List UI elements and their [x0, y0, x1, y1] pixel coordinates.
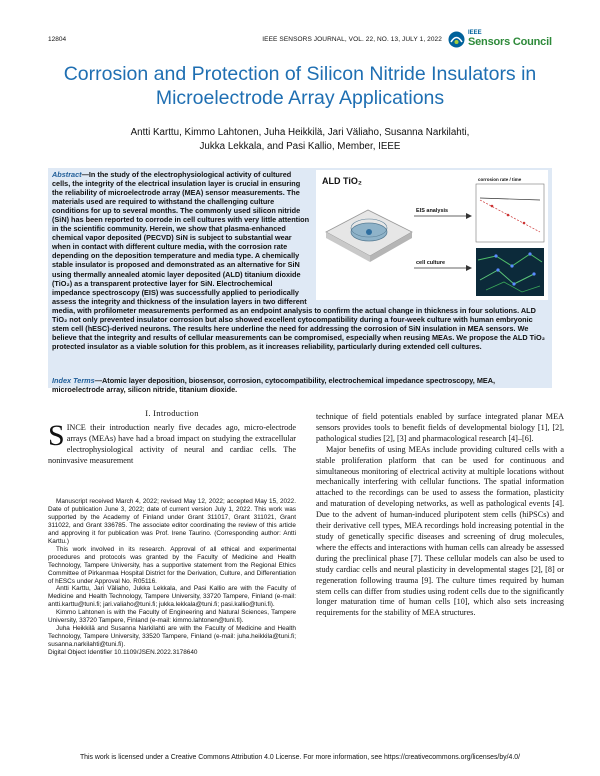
abstract-label: Abstract [52, 170, 82, 179]
corrosion-plot [476, 177, 544, 242]
footnote-affiliation-2: Kimmo Lahtonen is with the Faculty of Engineering and Natural Sciences, Tampere University, 33720 Tampere, Finland (e-mail: kimmo.lahtonen@tuni.fi). [48, 609, 296, 625]
logo-council-text: Sensors Council [468, 36, 552, 48]
logo-ieee-text: IEEE [468, 30, 482, 36]
journal-citation: IEEE SENSORS JOURNAL, VOL. 22, NO. 13, JULY 1, 2022 [262, 36, 442, 43]
running-header [48, 30, 552, 48]
author-line-2 [40, 140, 560, 154]
authors-first-line: Antti Karttu, Kimmo Lahtonen, Juha Heikkilä, Jari Väliaho, Susanna Narkilahti, [130, 127, 470, 138]
page-number: 12804 [48, 36, 67, 43]
index-terms-body: —Atomic layer deposition, biosensor, corrosion, cytocompatibility, electrochemical impedance spectroscopy, MEA, microelectrode array, silicon nitride, titanium dioxide. [52, 376, 496, 395]
graphical-abstract-figure [316, 170, 548, 300]
culture-label: cell culture [416, 260, 446, 266]
footnote-affiliation-3: Juha Heikkilä and Susanna Narkilahti are with the Faculty of Medicine and Health Technology, Tampere University, 33520 Tampere, Finland (e-mail: juha.heikkila@tuni.fi; susanna.narkilahti@tuni.fi). [48, 625, 296, 649]
intro-text-right-p1: technique of field potentials enabled by surface integrated planar MEA sensors provides tools to benefit fields of developmental biology [1], [2], pathological studies [2], [3] and pharmacological research [4]–[6]. [316, 412, 564, 443]
intro-text-left: INCE their introduction nearly five decades ago, micro-electrode arrays (MEAs) have had a broad impact on studying the extracellular electrophysiological activity of neural and cardiac cells. The noninvasive measurement [48, 422, 296, 465]
eis-label: EIS analysis [416, 208, 449, 214]
index-terms [52, 376, 548, 394]
drop-cap: S [48, 418, 65, 452]
abstract-body: —In the study of the electrophysiological activity of cultured cells, the integrity of the electrical insulation layer is crucial in ensuring the reliability of microelectrode array (MEA) sensor measurements. The materials used are required to withstand the challenging culture conditions for up to several months. The commonly used silicon nitride (SiN) has been reported to corrode in cell cultures with very little attention in the scientific community. Herein, we show that plasma-enhanced chemical vapor deposited (PECVD) SiN is subject to substantial wear when in contact with different culture media, with the corrosion rate depending on the deposition temperature and media type. A chemically stable insulator is proposed and demonstrated as an alternative for SiN using thermally annealed atomic layer deposited (ALD) titanium dioxide (TiO₂) as a transparent protective layer for SiN. Electrochemical impedance spectroscopy (EIS) was successfully applied to periodically assess the integrity and thickness of the insulation layers in two different media, with profilometer measurements performed as an endpoint analysis to confirm the actual change in thickness in four solutions. ALD TiO₂ not only prevented insulator corrosion but also showed excellent cytocompatibility during a four-week culture with human embryonic stem cell (hESC)-derived neurons. The results here underline the need for addressing the corrosion of SiN insulation in MEA sensors. We believe that the integrity and results of cellular measurements can be compromised, especially when reusing MEAs. We propose the ALD TiO₂ protected insulator as a viable solution for this problem, as it increases reliability, particularly during extended cell cultures. [52, 170, 545, 351]
paper-title: Corrosion and Protection of Silicon Nitride Insulators in Microelectrode Array Applications [63, 63, 537, 109]
plot-title: corrosion rate / time [478, 177, 522, 182]
sensors-council-icon [448, 31, 465, 48]
ald-label: ALD TiO₂ [322, 176, 362, 186]
license-footer: This work is licensed under a Creative Commons Attribution 4.0 License. For more information, see https://creativecommons.org/licenses/by/4.0/ [79, 754, 521, 761]
section-heading-introduction: I. Introduction [145, 408, 199, 418]
authors-second-line: Jukka Lekkala, and Pasi Kallio, Member, IEEE [199, 141, 401, 152]
left-column [48, 408, 296, 467]
ieee-sensors-council-logo [448, 30, 552, 50]
author-list [40, 126, 560, 154]
intro-paragraph-start [48, 418, 296, 467]
right-column [316, 412, 564, 619]
footnote-ethics: This work involved in its research. Approval of all ethical and experimental procedures and protocols was granted by the Faculty of Medicine and Health Technology, Tampere University, has a supportive statement from the Regional Ethics Committee of Pirkanmaa Hospital District for the Derivation, Culture, and Differentiation of hESCs under Approval No. R05116. [48, 545, 296, 585]
footnotes [48, 498, 296, 657]
intro-text-right-p2: Major benefits of using MEAs include providing cultured cells with a stable proliferation platform that can be used for continuous and simultaneous monitoring of electrical activity at multiple locations without mechanically interfering with cellular functions. The spatial information attached to the recordings can be used to assess the formation, plasticity and maturation of developing networks, as well as pathological events [4]. Due to the advent of human-induced pluripotent stem cells (hiPSCs) and their derivative cell types, MEA recordings hold increasing potential in the study of genetically specific diseases and screening of drug molecules, where the effects and interactions with human cells can already be assessed during the preclinical phase [7]. These cellular models can also be used to study cardiac cells and neural plasticity in developmental stages [2], [8] or regeneration following trauma [9]. The culture times required by human stem cells can differ from studies using rodent cells due to the significantly longer maturation time of human cells [10], which also sets increasing requirements for the stability of MEA structures. [316, 444, 564, 618]
footnote-affiliation-1: Antti Karttu, Jari Väliaho, Jukka Lekkala, and Pasi Kallio are with the Faculty of Medicine and Health Technology, Tampere University, 33720 Tampere, Finland (e-mail: antti.karttu@tuni.fi; jari.valiaho@tuni.fi; jukka.lekkala@tuni.fi; pasi.kallio@tuni.fi). [48, 585, 296, 609]
author-line-1 [40, 126, 560, 140]
footnote-manuscript: Manuscript received March 4, 2022; revised May 12, 2022; accepted May 15, 2022. Date of publication June 3, 2022; date of current version July 1, 2022. This work was supported by the Academy of Finland under Grant 311017, Grant 311021, Grant 311022, and Grant 336785. The associate editor coordinating the review of this article and approving it for publication was Prof. Irene Taurino. (Corresponding author: Antti Karttu.) [48, 498, 296, 545]
index-terms-label: Index Terms [52, 376, 95, 385]
neuron-fluorescence-image [476, 248, 544, 296]
abstract [52, 170, 548, 351]
footnote-doi: Digital Object Identifier 10.1109/JSEN.2022.3178640 [48, 649, 198, 657]
